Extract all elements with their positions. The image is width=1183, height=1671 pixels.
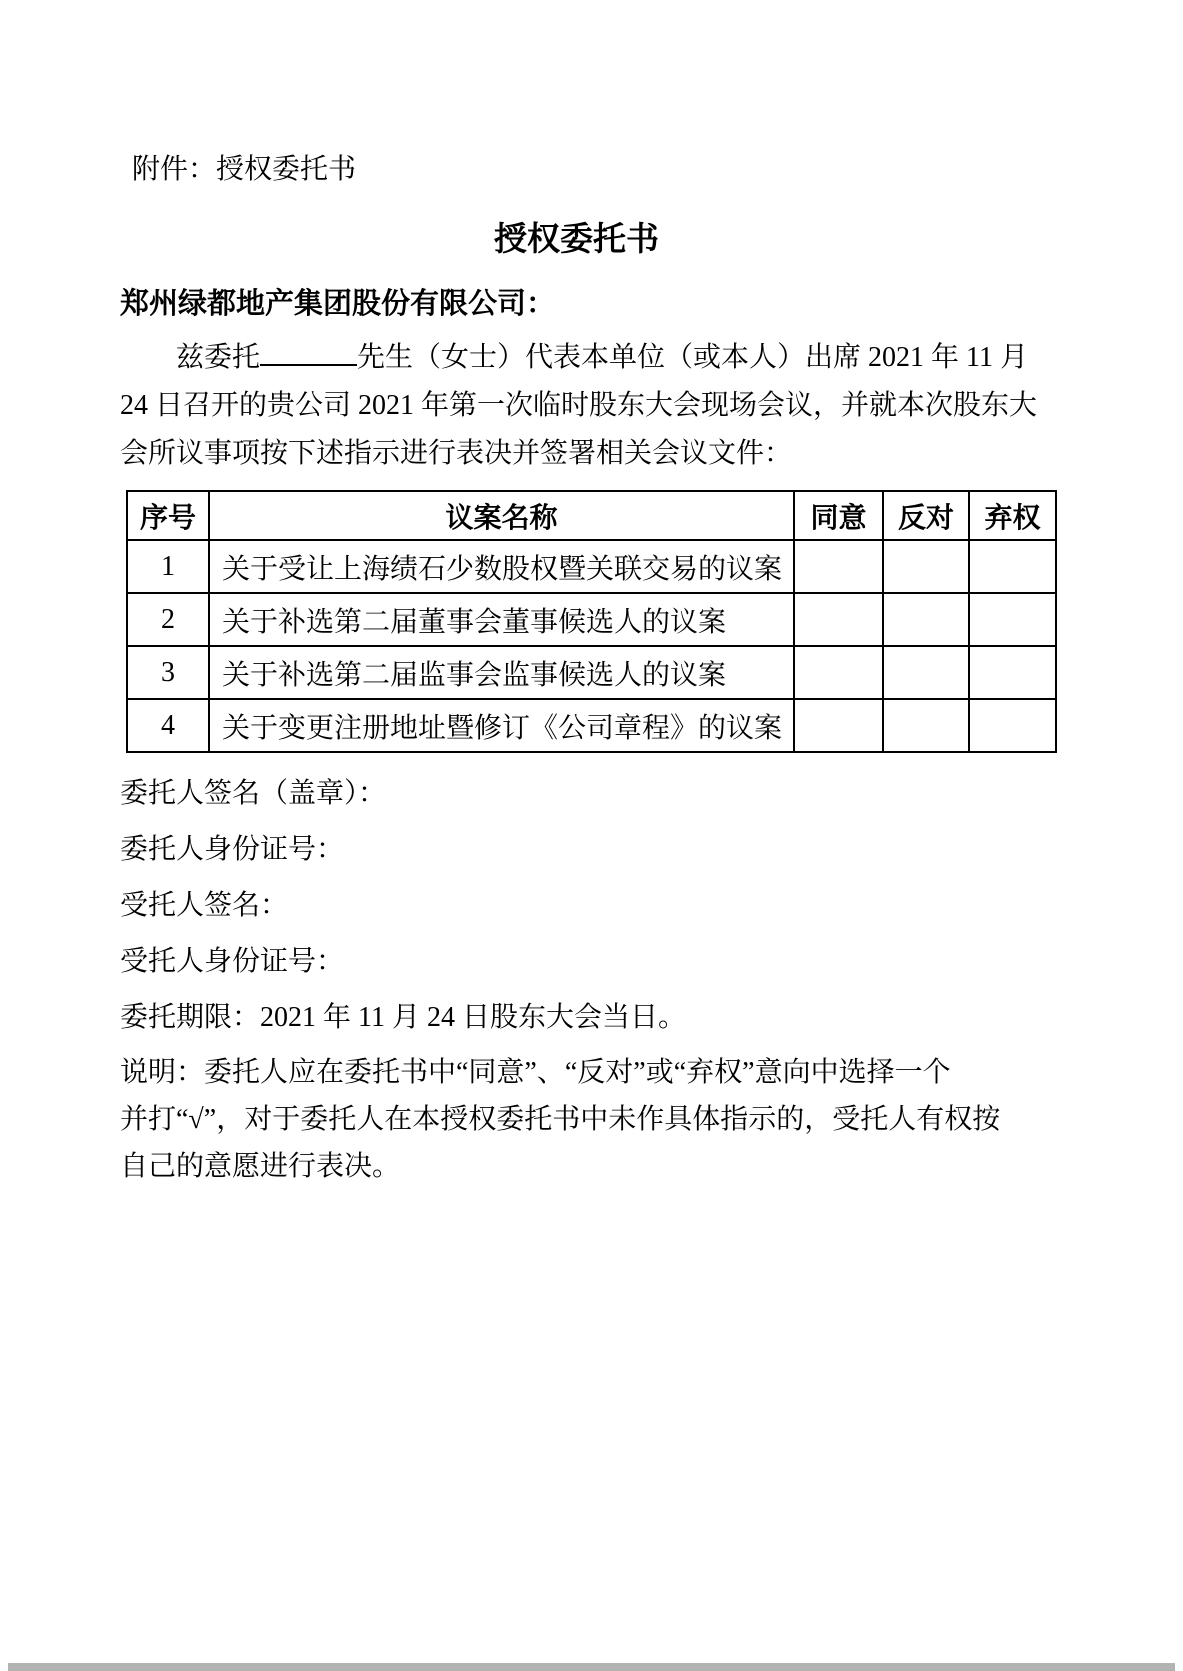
vote-cell-agree xyxy=(794,593,883,646)
header-oppose: 反对 xyxy=(883,491,969,540)
company-name: 郑州绿都地产集团股份有限公司： xyxy=(120,288,556,320)
proposal-name: 关于变更注册地址暨修订《公司章程》的议案 xyxy=(209,699,794,752)
vote-cell-abstain xyxy=(969,646,1056,699)
signature-block xyxy=(120,777,1033,979)
table-header-row xyxy=(127,491,1056,540)
principal-signature-label: 委托人签名（盖章）： xyxy=(120,778,387,809)
note-line-3: 自己的意愿进行表决。 xyxy=(120,1151,401,1182)
proposals-table xyxy=(126,490,1057,753)
proposal-name: 关于补选第二届董事会董事候选人的议案 xyxy=(209,593,794,646)
proposal-no: 3 xyxy=(127,646,209,699)
proxy-name-blank-line xyxy=(260,364,357,366)
proposal-no: 4 xyxy=(127,699,209,752)
proposal-no: 1 xyxy=(127,540,209,593)
vote-cell-abstain xyxy=(969,593,1056,646)
delegation-line-1-rest: 先生（女士）代表本单位（或本人）出席 2021 年 11 月 xyxy=(357,342,1028,373)
proxy-id-label: 受托人身份证号： xyxy=(120,946,345,977)
vote-cell-abstain xyxy=(969,540,1056,593)
proposal-name: 关于补选第二届监事会监事候选人的议案 xyxy=(209,646,794,699)
proposal-row xyxy=(127,540,1056,593)
proposal-row xyxy=(127,699,1056,752)
note-paragraph xyxy=(120,1049,1033,1190)
vote-cell-agree xyxy=(794,646,883,699)
vote-cell-oppose xyxy=(883,699,969,752)
header-no: 序号 xyxy=(127,491,209,540)
delegation-line-3: 会所议事项按下述指示进行表决并签署相关会议文件： xyxy=(120,438,793,469)
vote-cell-agree xyxy=(794,540,883,593)
delegation-line-1 xyxy=(120,334,1033,382)
vote-cell-abstain xyxy=(969,699,1056,752)
delegation-line-2: 24 日召开的贵公司 2021 年第一次临时股东大会现场会议，并就本次股东大 xyxy=(120,390,1038,421)
document-title: 授权委托书 xyxy=(494,222,659,258)
note-line-1: 说明：委托人应在委托书中“同意”、“反对”或“弃权”意向中选择一个 xyxy=(120,1057,951,1088)
note-line-2: 并打“√”，对于委托人在本授权委托书中未作具体指示的，受托人有权按 xyxy=(120,1104,1001,1135)
principal-id-label: 委托人身份证号： xyxy=(120,834,345,865)
header-proposal-name: 议案名称 xyxy=(209,491,794,540)
proposal-no: 2 xyxy=(127,593,209,646)
header-agree: 同意 xyxy=(794,491,883,540)
validity-period-line: 委托期限：2021 年 11 月 24 日股东大会当日。 xyxy=(120,1002,686,1033)
proposal-row xyxy=(127,593,1056,646)
proxy-signature-label: 受托人签名： xyxy=(120,890,289,921)
vote-cell-oppose xyxy=(883,540,969,593)
header-abstain: 弃权 xyxy=(969,491,1056,540)
delegation-paragraph xyxy=(120,334,1038,478)
attachment-label: 附件：授权委托书 xyxy=(132,154,357,185)
vote-cell-oppose xyxy=(883,593,969,646)
delegation-lead: 兹委托 xyxy=(176,342,261,373)
vote-cell-oppose xyxy=(883,646,969,699)
page-edge-shadow xyxy=(8,1663,1175,1671)
vote-cell-agree xyxy=(794,699,883,752)
proposal-name: 关于受让上海绩石少数股权暨关联交易的议案 xyxy=(209,540,794,593)
proposal-row xyxy=(127,646,1056,699)
